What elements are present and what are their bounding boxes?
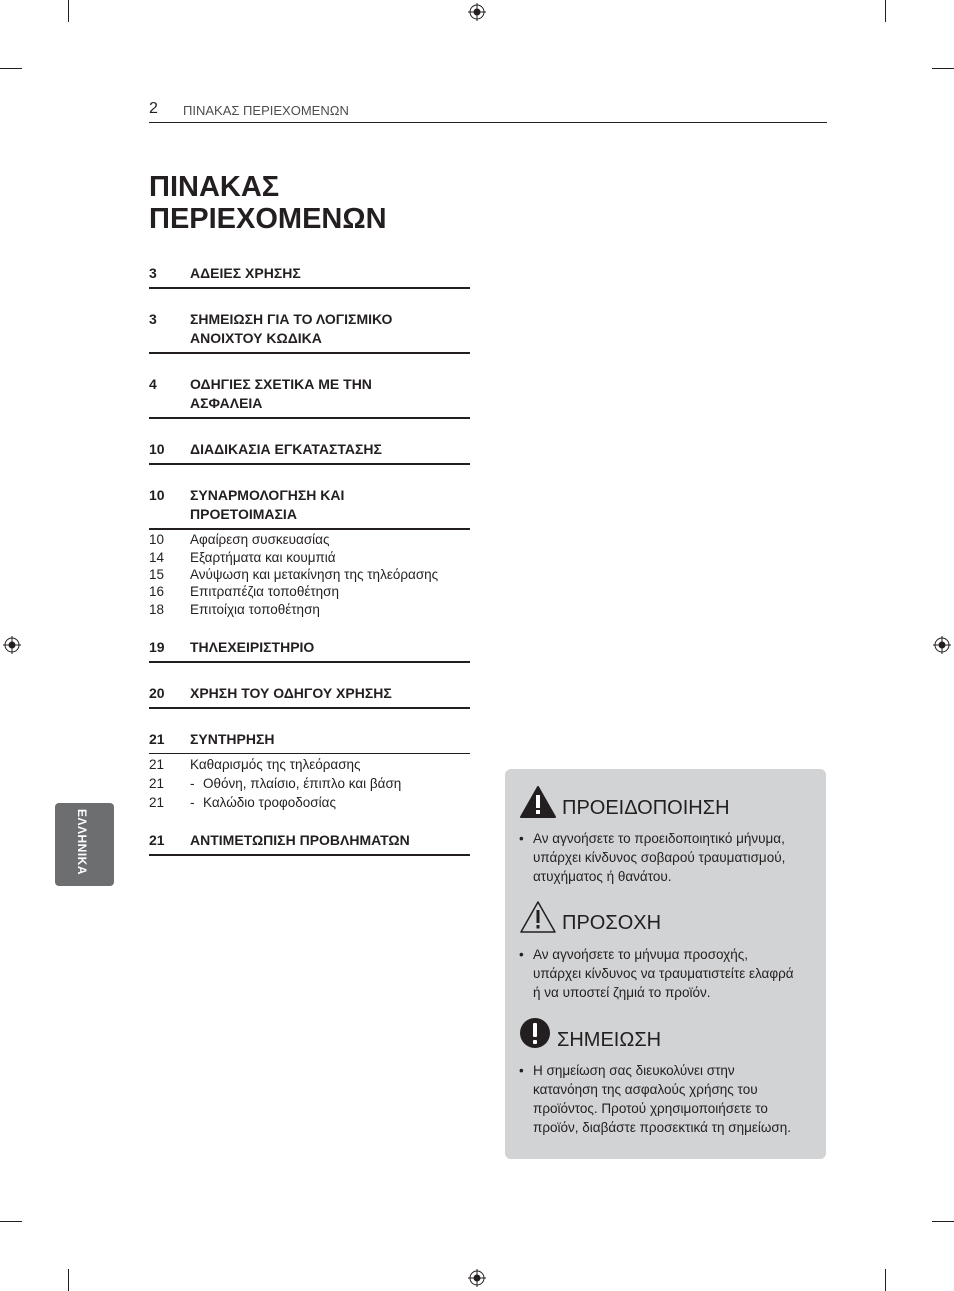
note-line: προϊόν, διαβάστε προσεκτικά τη σημείωση. xyxy=(533,1120,792,1135)
page-number: 2 xyxy=(149,100,158,117)
toc-entry[interactable] xyxy=(149,440,470,465)
page-title-line: ΠΕΡΙΕΧΟΜΕΝΩΝ xyxy=(149,203,387,235)
crop-mark xyxy=(885,1269,886,1291)
toc-title: ΑΝΟΙΧΤΟΥ ΚΩΔΙΚΑ xyxy=(190,330,322,346)
toc-subtitle: Οθόνη, πλαίσιο, έπιπλο και βάση xyxy=(203,776,402,791)
toc-title: ΑΣΦΑΛΕΙΑ xyxy=(190,395,263,411)
crop-mark xyxy=(68,1269,69,1291)
toc-subtitle: Καθαρισμός της τηλεόρασης xyxy=(190,757,361,772)
language-tab-label: ΕΛΛΗΝΙΚΑ xyxy=(75,809,89,876)
toc-entry[interactable] xyxy=(149,264,470,289)
toc-page-number: 10 xyxy=(149,441,165,457)
warning-text: • Αν αγνοήσετε το προειδοποιητικό μήνυμα, υπάρχει κίνδυνος σοβαρού τραυματισμού, ατυχήματος ή θανάτου. xyxy=(519,831,786,884)
page-title-line: ΠΙΝΑΚΑΣ xyxy=(149,171,280,203)
page-title xyxy=(149,171,387,235)
running-header xyxy=(149,100,827,123)
warning-triangle-filled-icon xyxy=(519,785,557,819)
toc-page-number: 21 xyxy=(149,731,165,747)
toc-subtitle: Εξαρτήματα και κουμπιά xyxy=(190,550,336,565)
caution-triangle-outline-icon xyxy=(519,900,557,934)
crop-mark xyxy=(885,0,886,22)
toc-page-number: 19 xyxy=(149,639,165,655)
note-line: προϊόντος. Προτού χρησιμοποιήσετε το xyxy=(533,1101,768,1116)
registration-mark-icon xyxy=(3,636,21,654)
note-title: ΣΗΜΕΙΩΣΗ xyxy=(557,1029,662,1051)
toc-title: ΧΡΗΣΗ ΤΟΥ ΟΔΗΓΟΥ ΧΡΗΣΗΣ xyxy=(190,685,392,701)
toc-page-number: 21 xyxy=(149,795,165,810)
toc-page-number: 15 xyxy=(149,567,165,582)
notice-box xyxy=(505,769,826,1159)
crop-mark xyxy=(0,68,22,69)
toc-subtitle: Επιτραπέζια τοποθέτηση xyxy=(190,584,340,599)
warning-line: υπάρχει κίνδυνος σοβαρού τραυματισμού, xyxy=(533,850,786,865)
toc-subtitle: Καλώδιο τροφοδοσίας xyxy=(203,795,336,810)
toc-dash: - xyxy=(190,795,195,810)
toc-page-number: 21 xyxy=(149,757,165,772)
running-title: ΠΙΝΑΚΑΣ ΠΕΡΙΕΧΟΜΕΝΩΝ xyxy=(183,103,349,118)
toc-subentry[interactable] xyxy=(149,531,479,548)
toc-page-number: 20 xyxy=(149,685,165,701)
toc-page-number: 10 xyxy=(149,487,165,503)
crop-mark xyxy=(68,0,69,22)
note-line: Η σημείωση σας διευκολύνει στην xyxy=(533,1063,735,1078)
toc-subentry[interactable] xyxy=(149,566,479,583)
toc-entry[interactable] xyxy=(149,730,470,754)
toc-page-number: 18 xyxy=(149,602,165,617)
toc-subtitle: Επιτοίχια τοποθέτηση xyxy=(190,602,320,617)
warning-title: ΠΡΟΕΙΔΟΠΟΙΗΣΗ xyxy=(562,797,730,819)
toc-subentry[interactable] xyxy=(149,601,479,618)
toc-entry[interactable] xyxy=(149,638,470,663)
registration-mark-icon xyxy=(468,1269,486,1287)
toc-entry[interactable] xyxy=(149,684,470,709)
toc-page-number: 21 xyxy=(149,832,165,848)
toc-page-number: 4 xyxy=(149,376,157,392)
toc-page-number: 16 xyxy=(149,584,165,599)
toc-page-number: 3 xyxy=(149,265,157,281)
toc-title: ΣΥΝΑΡΜΟΛΟΓΗΣΗ ΚΑΙ xyxy=(190,487,345,503)
crop-mark xyxy=(932,68,954,69)
toc-subentry[interactable] xyxy=(149,583,479,600)
crop-mark xyxy=(932,1221,954,1222)
toc-page-number: 14 xyxy=(149,550,165,565)
toc-title: ΟΔΗΓΙΕΣ ΣΧΕΤΙΚΑ ΜΕ ΤΗΝ xyxy=(190,376,372,392)
toc-subtitle: Ανύψωση και μετακίνηση της τηλεόρασης xyxy=(190,567,439,582)
exclamation-circle-icon xyxy=(519,1017,553,1051)
language-tab xyxy=(55,803,114,886)
warning-line: Αν αγνοήσετε το προειδοποιητικό μήνυμα, xyxy=(533,831,785,846)
toc-subentry[interactable] xyxy=(149,756,479,773)
warning-line: ατυχήματος ή θανάτου. xyxy=(533,869,672,884)
registration-mark-icon xyxy=(468,3,486,21)
caution-title: ΠΡΟΣΟΧΗ xyxy=(562,912,662,934)
toc-entry[interactable] xyxy=(149,375,470,419)
toc-dash: - xyxy=(190,776,195,791)
caution-line: Αν αγνοήσετε το μήνυμα προσοχής, xyxy=(533,947,749,962)
toc-subentry[interactable] xyxy=(149,549,479,566)
toc-title: ΣΥΝΤΗΡΗΣΗ xyxy=(190,731,275,747)
toc-entry[interactable] xyxy=(149,831,470,856)
toc-page-number: 10 xyxy=(149,532,165,547)
note-line: κατανόηση της ασφαλούς χρήσης του xyxy=(533,1082,758,1097)
toc-entry[interactable] xyxy=(149,486,470,530)
toc-title: ΤΗΛΕΧΕΙΡΙΣΤΗΡΙΟ xyxy=(190,639,315,655)
toc-title: ΣΗΜΕΙΩΣΗ ΓΙΑ ΤΟ ΛΟΓΙΣΜΙΚΟ xyxy=(190,311,393,327)
toc-entry[interactable] xyxy=(149,310,470,354)
toc-page-number: 21 xyxy=(149,776,165,791)
toc-subentry[interactable] xyxy=(149,775,479,792)
crop-mark xyxy=(0,1221,22,1222)
toc-page-number: 3 xyxy=(149,311,157,327)
note-text: • Η σημείωση σας διευκολύνει στην κατανόηση της ασφαλούς χρήσης του προϊόντος. Προτού χρησιμοποιήσετε το προϊόν, διαβάστε προσεκτικά τη σημείωση. xyxy=(519,1063,792,1135)
caution-line: υπάρχει κίνδυνος να τραυματιστείτε ελαφρά xyxy=(533,966,794,981)
registration-mark-icon xyxy=(933,636,951,654)
toc-subentry[interactable] xyxy=(149,794,479,811)
toc-subtitle: Αφαίρεση συσκευασίας xyxy=(190,532,330,547)
caution-line: ή να υποστεί ζημιά το προϊόν. xyxy=(533,985,711,1000)
toc-title: ΑΔΕΙΕΣ ΧΡΗΣΗΣ xyxy=(190,265,301,281)
toc-title: ΔΙΑΔΙΚΑΣΙΑ ΕΓΚΑΤΑΣΤΑΣΗΣ xyxy=(190,441,382,457)
toc-title: ΠΡΟΕΤΟΙΜΑΣΙΑ xyxy=(190,506,297,522)
caution-text: • Αν αγνοήσετε το μήνυμα προσοχής, υπάρχει κίνδυνος να τραυματιστείτε ελαφρά ή να υποστεί ζημιά το προϊόν. xyxy=(519,947,794,1000)
toc-title: ΑΝΤΙΜΕΤΩΠΙΣΗ ΠΡΟΒΛΗΜΑΤΩΝ xyxy=(190,832,410,848)
